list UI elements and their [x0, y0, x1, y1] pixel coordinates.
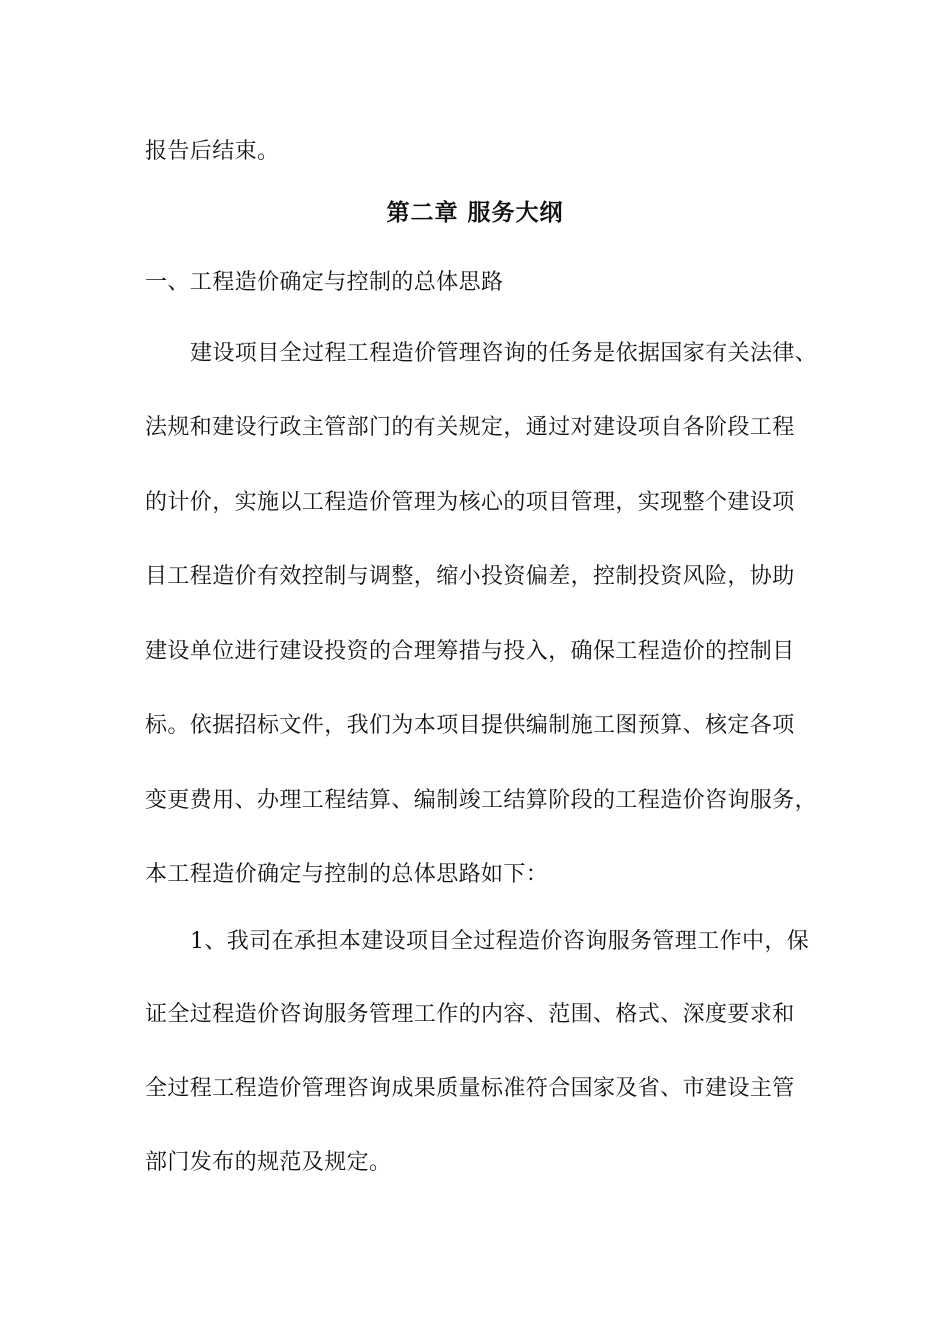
- chapter-title: 第二章 服务大纲: [386, 200, 564, 226]
- paragraph-line: 证全过程造价咨询服务管理工作的内容、范围、格式、深度要求和: [145, 1002, 795, 1027]
- paragraph-line: 目工程造价有效控制与调整，缩小投资偏差，控制投资风险，协助: [145, 564, 795, 589]
- paragraph-line: 建设单位进行建设投资的合理筹措与投入，确保工程造价的控制目: [145, 639, 795, 664]
- paragraph-line: 的计价，实施以工程造价管理为核心的项目管理，实现整个建设项: [145, 490, 795, 515]
- paragraph-line: 建设项目全过程工程造价管理咨询的任务是依据国家有关法律、: [190, 341, 818, 366]
- paragraph-line: 本工程造价确定与控制的总体思路如下：: [145, 862, 549, 887]
- section-heading: 一、工程造价确定与控制的总体思路: [145, 270, 504, 295]
- paragraph-line: 法规和建设行政主管部门的有关规定，通过对建设项自各阶段工程: [145, 415, 795, 440]
- paragraph-line: 部门发布的规范及规定。: [145, 1150, 392, 1175]
- paragraph-line: 标。依据招标文件，我们为本项目提供编制施工图预算、核定各项: [145, 713, 795, 738]
- paragraph-line: 1、我司在承担本建设项目全过程造价咨询服务管理工作中，保: [190, 929, 810, 954]
- paragraph-line: 全过程工程造价管理咨询成果质量标准符合国家及省、市建设主管: [145, 1076, 795, 1101]
- continuation-text: 报告后结束。: [145, 139, 280, 164]
- paragraph-line: 变更费用、办理工程结算、编制竣工结算阶段的工程造价咨询服务，: [145, 788, 818, 813]
